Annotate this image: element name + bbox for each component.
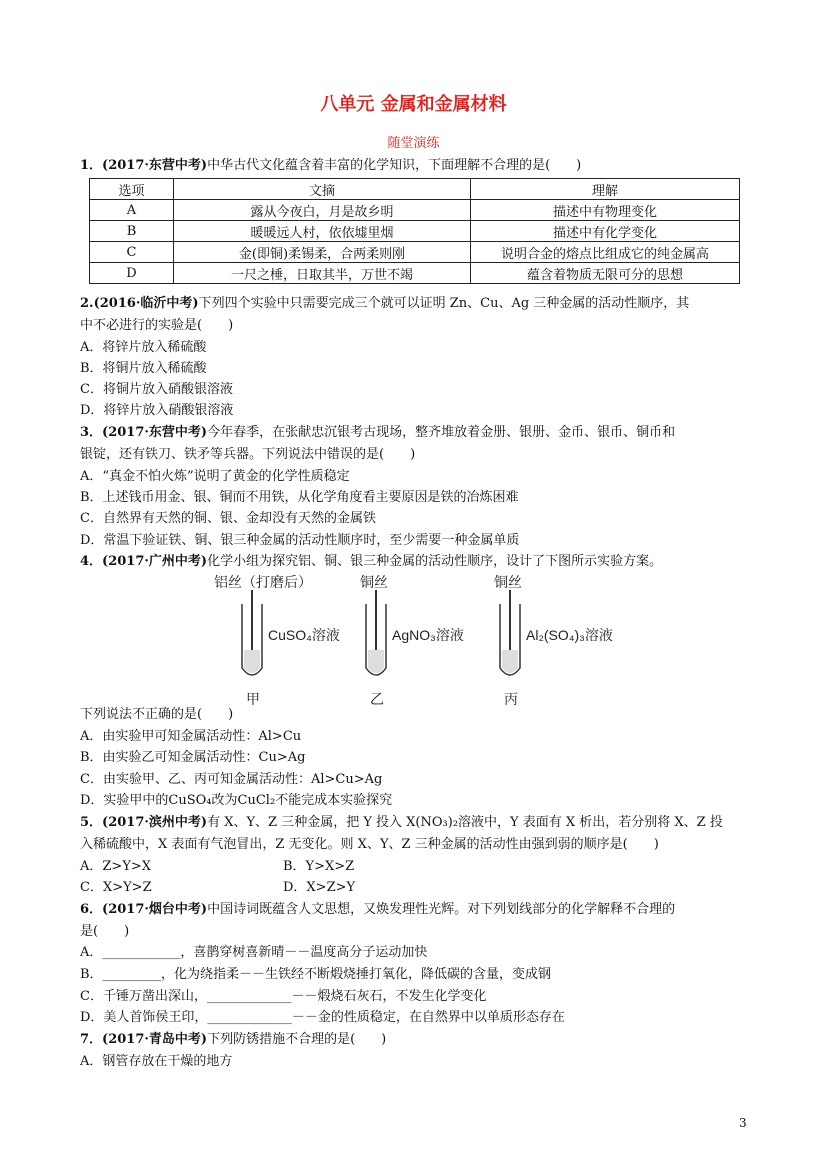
page-title: 八单元 金属和金属材料 xyxy=(320,94,507,115)
question-source: (2017·广州中考) xyxy=(102,554,208,569)
option-d: D．常温下验证铁、铜、银三种金属的活动性顺序时，至少需要一种金属单质 xyxy=(80,533,520,548)
wire-label: 铝丝（打磨后） xyxy=(214,574,312,590)
question-7 xyxy=(80,1030,386,1050)
question-text: 下列防锈措施不合理的是( ) xyxy=(207,1032,387,1047)
question-text: 中国诗词既蕴含人文思想，又焕发理性光辉。对下列划线部分的化学解释不合理的 xyxy=(207,902,676,917)
solution-liquid xyxy=(368,650,384,673)
question-number: 3． xyxy=(80,425,103,440)
test-tube-figure xyxy=(200,572,660,712)
wire-label: 铜丝 xyxy=(360,574,388,590)
table-cell: 描述中有化学变化 xyxy=(471,221,740,242)
option-c: C．X>Y>Z xyxy=(80,880,152,895)
option-c: C．千锤万凿出深山，_____________－－煅烧石灰石，不发生化学变化 xyxy=(80,989,487,1004)
tube-name: 丙 xyxy=(504,691,518,707)
tube-name: 乙 xyxy=(370,691,384,707)
tube-name: 甲 xyxy=(246,691,260,707)
question-2 xyxy=(80,294,689,314)
question-3 xyxy=(80,423,675,443)
table-cell: 金(即铜)柔锡柔，合两柔则刚 xyxy=(174,242,471,263)
wire-label: 铜丝 xyxy=(494,574,522,590)
table-cell: 一尺之棰，日取其半，万世不竭 xyxy=(174,263,471,284)
table-cell: A xyxy=(90,200,174,221)
table-header: 理解 xyxy=(471,179,740,200)
option-b: B．Y>X>Z xyxy=(283,859,355,874)
question-text-cont: 入稀硫酸中，X 表面有气泡冒出，Z 无变化。则 X、Y、Z 三种金属的活动性由强到弱的顺序是( ) xyxy=(80,837,659,852)
question-source: (2017·青岛中考) xyxy=(102,1032,208,1047)
option-a: A．____________，喜鹊穿树喜新晴－－温度高分子运动加快 xyxy=(80,945,428,960)
table-row xyxy=(90,263,740,284)
option-a: A．由实验甲可知金属活动性：Al>Cu xyxy=(80,729,302,744)
option-b: B．上述钱币用金、银、铜而不用铁，从化学角度看主要原因是铁的冶炼困难 xyxy=(80,490,519,505)
option-c: C．由实验甲、乙、丙可知金属活动性：Al>Cu>Ag xyxy=(80,772,383,787)
page-subtitle: 随堂演练 xyxy=(387,136,440,151)
question-text-cont: 银锭，还有铁刀、铁矛等兵器。下列说法中错误的是( ) xyxy=(80,447,416,462)
option-c: C．将铜片放入硝酸银溶液 xyxy=(80,382,233,397)
answer-table xyxy=(89,178,740,284)
question-number: 1． xyxy=(80,158,103,173)
question-text: 今年春季，在张献忠沉银考古现场，整齐堆放着金册、银册、金币、银币、铜币和 xyxy=(207,425,676,440)
question-number: 5． xyxy=(80,815,103,830)
solution-liquid xyxy=(502,650,518,673)
table-cell: 说明合金的熔点比组成它的纯金属高 xyxy=(471,242,740,263)
question-5 xyxy=(80,813,723,833)
question-number: 4． xyxy=(80,554,103,569)
page-number: 3 xyxy=(739,1116,747,1130)
table-cell: B xyxy=(90,221,174,242)
option-a: A．钢管存放在干燥的地方 xyxy=(80,1054,233,1069)
table-cell: D xyxy=(90,263,174,284)
option-b: B．_________，化为绕指柔－－生铁经不断煅烧捶打氧化，降低碳的含量，变成钢 xyxy=(80,967,552,982)
solution-label: AgNO₃溶液 xyxy=(392,627,464,643)
question-source: (2017·烟台中考) xyxy=(102,902,208,917)
solution-liquid xyxy=(244,650,260,673)
option-d: D．实验甲中的CuSO₄改为CuCl₂不能完成本实验探究 xyxy=(80,793,393,808)
question-text: 下列四个实验中只需要完成三个就可以证明 Zn、Cu、Ag 三种金属的活动性顺序，其 xyxy=(198,296,690,311)
option-a: A．Z>Y>X xyxy=(80,859,152,874)
table-header-row xyxy=(90,179,740,200)
option-b: B．由实验乙可知金属活动性：Cu>Ag xyxy=(80,750,306,765)
option-d: D．X>Z>Y xyxy=(283,880,356,895)
table-cell: 描述中有物理变化 xyxy=(471,200,740,221)
option-d: D．美人首饰侯王印，_____________－－金的性质稳定，在自然界中以单质形态存在 xyxy=(80,1010,565,1025)
option-b: B．将铜片放入稀硫酸 xyxy=(80,361,207,376)
table-cell: C xyxy=(90,242,174,263)
solution-label: Al₂(SO₄)₃溶液 xyxy=(526,627,613,643)
question-text: 化学小组为探究铝、铜、银三种金属的活动性顺序，设计了下图所示实验方案。 xyxy=(207,554,663,569)
table-cell: 蕴含着物质无限可分的思想 xyxy=(471,263,740,284)
question-1 xyxy=(80,156,581,176)
question-number: 7． xyxy=(80,1032,103,1047)
question-text: 有 X、Y、Z 三种金属，把 Y 投入 X(NO₃)₂溶液中，Y 表面有 X 析出，若分别将 X、Z 投 xyxy=(207,815,723,830)
question-number: 6． xyxy=(80,902,103,917)
question-text-cont: 中不必进行的实验是( ) xyxy=(80,318,234,333)
table-row xyxy=(90,242,740,263)
question-source: (2016·临沂中考) xyxy=(93,296,199,311)
question-text-cont: 是( ) xyxy=(80,924,130,939)
question-6 xyxy=(80,900,675,920)
table-header: 选项 xyxy=(90,179,174,200)
option-a: A．“真金不怕火炼”说明了黄金的化学性质稳定 xyxy=(80,469,350,484)
question-4 xyxy=(80,552,662,572)
table-cell: 暖暖远人村，依依墟里烟 xyxy=(174,221,471,242)
question-source: (2017·东营中考) xyxy=(102,425,208,440)
table-row xyxy=(90,200,740,221)
option-c: C．自然界有天然的铜、银、金却没有天然的金属铁 xyxy=(80,511,376,526)
question-prompt: 下列说法不正确的是( ) xyxy=(80,707,234,722)
question-text: 中华古代文化蕴含着丰富的化学知识，下面理解不合理的是( ) xyxy=(207,158,582,173)
table-row xyxy=(90,221,740,242)
option-a: A．将锌片放入稀硫酸 xyxy=(80,340,207,355)
solution-label: CuSO₄溶液 xyxy=(268,627,340,643)
question-number: 2. xyxy=(80,296,94,311)
table-cell: 露从今夜白，月是故乡明 xyxy=(174,200,471,221)
question-source: (2017·东营中考) xyxy=(102,158,208,173)
option-d: D．将锌片放入硝酸银溶液 xyxy=(80,403,234,418)
question-source: (2017·滨州中考) xyxy=(102,815,208,830)
table-header: 文摘 xyxy=(174,179,471,200)
